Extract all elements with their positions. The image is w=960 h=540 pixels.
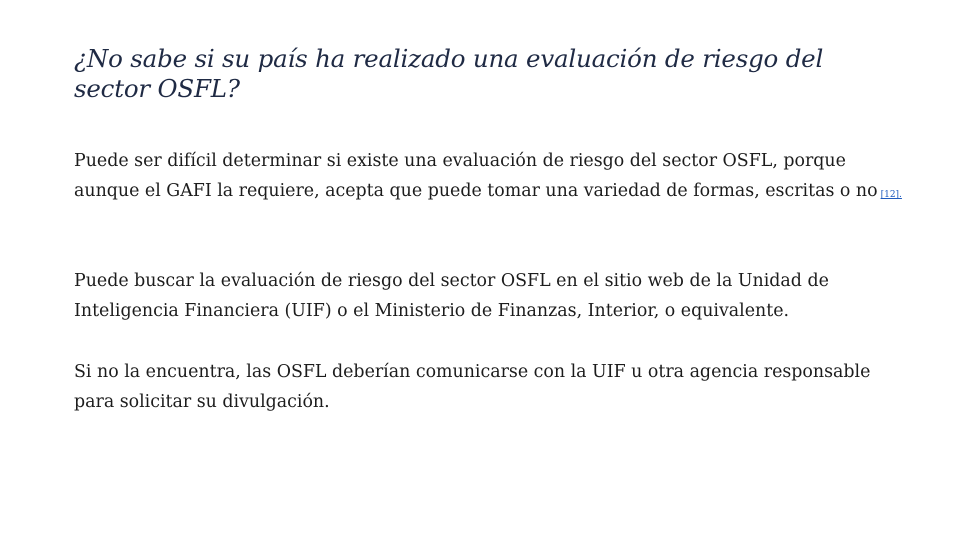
slide-title: ¿No sabe si su país ha realizado una evaluación de riesgo del sector OSFL?: [74, 44, 824, 103]
paragraph-difficulty: [74, 146, 904, 210]
paragraph-contact: Si no la encuentra, las OSFL deberían comunicarse con la UIF u otra agencia responsable para solicitar su divulgación.: [74, 362, 871, 412]
paragraph-search: Puede buscar la evaluación de riesgo del sector OSFL en el sitio web de la Unidad de Inteligencia Financiera (UIF) o el Ministerio de Finanzas, Interior, o equivalente.: [74, 271, 829, 321]
paragraph-difficulty-text: Puede ser difícil determinar si existe una evaluación de riesgo del sector OSFL, porque aunque el GAFI la requiere, acepta que puede tomar una variedad de formas, escritas o no: [74, 151, 878, 201]
reference-link[interactable]: [12].: [880, 190, 902, 200]
